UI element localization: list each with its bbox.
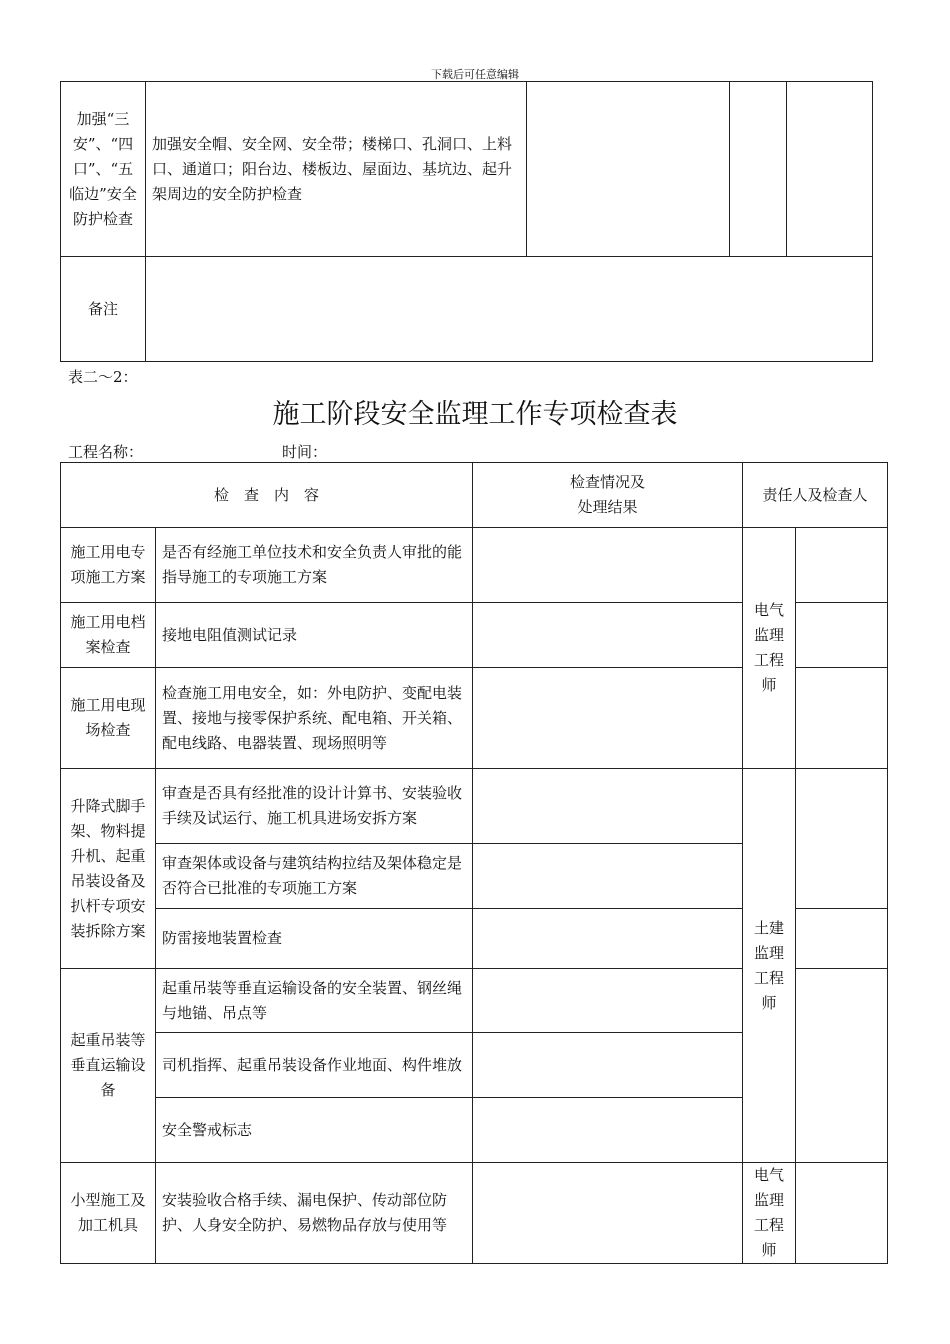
project-name-label: 工程名称：	[68, 443, 144, 461]
engineer-cell: 电气监理工程师	[743, 528, 796, 769]
top-table	[60, 81, 873, 362]
item-cell: 接地电阻值测试记录	[156, 603, 473, 668]
item-cell: 起重吊装等垂直运输设备的安全装置、钢丝绳与地锚、吊点等	[156, 969, 473, 1033]
item-cell: 防雷接地装置检查	[156, 909, 473, 969]
inspector-cell	[796, 603, 888, 668]
engineer-cell: 土建监理工程师	[743, 769, 796, 1163]
inspector-cell	[796, 528, 888, 603]
engineer-cell: 电气监理工程师	[743, 1163, 796, 1264]
header-content: 检 查 内 容	[61, 463, 473, 528]
result-cell	[473, 603, 743, 668]
inspector-cell	[796, 769, 888, 909]
item-cell: 审查是否具有经批准的设计计算书、安装验收手续及试运行、施工机具进场安拆方案	[156, 769, 473, 844]
header-result-line1: 检查情况及	[570, 473, 646, 491]
result-cell	[473, 528, 743, 603]
table-row	[61, 528, 888, 603]
inspector-cell	[796, 1163, 888, 1264]
inspector-cell	[796, 969, 888, 1163]
table-row	[61, 1163, 888, 1264]
item-cell: 司机指挥、起重吊装设备作业地面、构件堆放	[156, 1033, 473, 1098]
inspector-cell	[787, 82, 873, 257]
result-cell	[473, 969, 743, 1033]
result-cell	[473, 1098, 743, 1163]
result-cell	[527, 82, 730, 257]
item-cell: 检查施工用电安全，如：外电防护、变配电装置、接地与接零保护系统、配电箱、开关箱、配电线路、电器装置、现场照明等	[156, 668, 473, 769]
table-caption: 表二～2：	[68, 368, 138, 386]
item-cell: 安装验收合格手续、漏电保护、传动部位防护、人身安全防护、易燃物品存放与使用等	[156, 1163, 473, 1264]
header-result-line2: 处理结果	[577, 498, 638, 516]
category-cell: 升降式脚手架、物料提升机、起重吊装设备及扒杆专项安装拆除方案	[61, 769, 156, 969]
responsible-cell	[730, 82, 787, 257]
header-row	[61, 463, 888, 528]
page-title: 施工阶段安全监理工作专项检查表	[272, 399, 678, 430]
item-cell: 审查架体或设备与建筑结构拉结及架体稳定是否符合已批准的专项施工方案	[156, 844, 473, 909]
result-cell	[473, 1163, 743, 1264]
item-cell: 是否有经施工单位技术和安全负责人审批的能指导施工的专项施工方案	[156, 528, 473, 603]
remarks-row	[61, 257, 873, 362]
result-cell	[473, 668, 743, 769]
category-cell: 施工用电现场检查	[61, 668, 156, 769]
category-cell: 加强“三安”、“四口”、“五临边”安全防护检查	[61, 82, 146, 257]
remarks-cell	[146, 257, 873, 362]
content-cell: 加强安全帽、安全网、安全带；楼梯口、孔洞口、上料口、通道口；阳台边、楼板边、屋面边、基坑边、起升架周边的安全防护检查	[146, 82, 527, 257]
table-row	[61, 769, 888, 844]
result-cell	[473, 1033, 743, 1098]
category-cell: 施工用电专项施工方案	[61, 528, 156, 603]
result-cell	[473, 844, 743, 909]
result-cell	[473, 769, 743, 844]
main-table	[60, 462, 888, 1264]
category-cell: 小型施工及加工机具	[61, 1163, 156, 1264]
table-row	[61, 82, 873, 257]
inspector-cell	[796, 668, 888, 769]
result-cell	[473, 909, 743, 969]
header-note: 下载后可任意编辑	[431, 68, 519, 81]
item-cell: 安全警戒标志	[156, 1098, 473, 1163]
remarks-label: 备注	[61, 257, 146, 362]
time-label: 时间：	[282, 443, 328, 461]
header-responsible: 责任人及检查人	[743, 463, 888, 528]
category-cell: 施工用电档案检查	[61, 603, 156, 668]
inspector-cell	[796, 909, 888, 969]
category-cell: 起重吊装等垂直运输设备	[61, 969, 156, 1163]
header-result	[473, 463, 743, 528]
